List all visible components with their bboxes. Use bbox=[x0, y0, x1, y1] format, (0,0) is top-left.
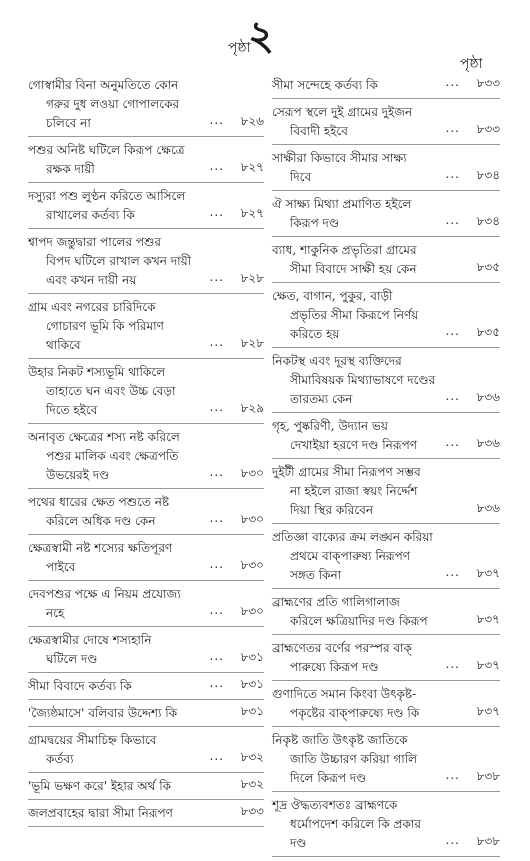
entry-text-line: প্রতিজ্ঞা বাক্যের ক্রম লঙ্ঘন করিয়া bbox=[272, 530, 433, 544]
entry-text-line: রক্ষক দায়ী bbox=[46, 162, 95, 176]
entry-text-line: পশুর অনিষ্ট ঘটিলে কিরূপ ক্ষেত্রে bbox=[28, 143, 185, 157]
entry-text-line: করিলে অধিক দণ্ড কেন bbox=[46, 514, 156, 528]
entry-text-line: শূদ্র ঔদ্ধত্যবশতঃ ব্রাহ্মণকে bbox=[272, 798, 398, 812]
leader-dots: ... bbox=[209, 113, 224, 127]
index-entry bbox=[272, 195, 500, 237]
entry-text-line: শ্বাপদ জন্তুদ্বারা পালের পশুর bbox=[28, 235, 161, 249]
entry-text-line: ক্ষেত্রস্বামী নষ্ট শস্যের ক্ষতিপূরণ bbox=[28, 541, 173, 555]
index-entry bbox=[28, 233, 264, 294]
entry-text-line: পশুর মালিক এবং ক্ষেত্রপতি bbox=[46, 449, 179, 463]
index-entry bbox=[272, 103, 500, 145]
page-reference: ৮৩৬ bbox=[476, 436, 500, 450]
entry-text-line: কিরূপ দণ্ড bbox=[290, 216, 340, 230]
entry-text-line: ক্ষেত, বাগান, পুকুর, বাড়ী bbox=[272, 289, 393, 303]
leader-dots: ... bbox=[209, 749, 224, 763]
page-reference: ৮৩৩ bbox=[476, 76, 500, 90]
entry-text-line: তারতম্য কেন bbox=[290, 392, 353, 406]
entry-text-line: ক্ষেত্রস্বামীর দোষে শস্যহানি bbox=[28, 633, 152, 647]
entry-text-line: বিবাদী হইবে bbox=[290, 124, 348, 138]
page-reference: ৮৩৭ bbox=[476, 658, 500, 672]
page-label-left: পৃষ্ঠা bbox=[228, 40, 251, 56]
page-reference: ৮৩৭ bbox=[476, 566, 500, 580]
page-reference: ৮৩১ bbox=[240, 650, 264, 664]
entry-text-line: জলপ্রবাহের দ্বারা সীমা নিরূপণ bbox=[28, 806, 173, 820]
leader-dots: ... bbox=[209, 676, 224, 690]
entry-text-line: ঘটিলে দণ্ড bbox=[46, 652, 98, 666]
entry-text-line: দেখাইয়া হরণে দণ্ড নিরূপণ bbox=[290, 438, 417, 452]
page-reference: ৮৩০ bbox=[240, 604, 264, 618]
entry-text-line: পারুষ্যে কিরূপ দণ্ড bbox=[290, 660, 379, 674]
index-entry bbox=[28, 539, 264, 581]
entry-text-line: সেরূপ স্থলে দুই গ্রামের দুইজন bbox=[272, 105, 413, 119]
page-reference: ৮৩৫ bbox=[476, 260, 500, 274]
entry-text-line: অনাবৃত ক্ষেত্রের শস্য নষ্ট করিলে bbox=[28, 430, 180, 444]
leader-dots: ... bbox=[445, 435, 460, 449]
page-reference: ৮৩১ bbox=[240, 704, 264, 718]
entry-text-line: ব্যাধ, শাকুনিক প্রভৃতিরা গ্রামের bbox=[272, 243, 417, 257]
entry-text-line: গ্রাম এবং নগরের চারিদিকে bbox=[28, 300, 156, 314]
entry-text-line: করিতে হয় bbox=[290, 327, 340, 341]
entry-text-line: ব্রাহ্মণেতর বর্ণের পরস্পর বাক্ bbox=[272, 641, 412, 655]
leader-dots: ... bbox=[209, 335, 224, 349]
entry-text-line: উহার নিকট শস্যভূমি থাকিলে bbox=[28, 365, 166, 379]
entry-text-line: ধর্মোপদেশ করিলে কি প্রকার bbox=[290, 817, 421, 831]
index-entry bbox=[28, 298, 264, 359]
index-entry bbox=[272, 149, 500, 191]
index-entry bbox=[272, 731, 500, 792]
index-entry bbox=[272, 76, 500, 99]
page-reference: ৮২৮ bbox=[240, 336, 264, 350]
leader-dots: ... bbox=[209, 511, 224, 525]
entry-text-line: দণ্ড bbox=[290, 836, 307, 850]
index-entry bbox=[28, 363, 264, 424]
leader-dots: ... bbox=[445, 167, 460, 181]
index-entry bbox=[272, 528, 500, 589]
entry-text-line: উভয়েরই দণ্ড bbox=[46, 468, 110, 482]
entry-text-line: পাইবে bbox=[46, 560, 76, 574]
entry-text-line: দস্যুরা পশু লুণ্ঠন করিতে আসিলে bbox=[28, 189, 186, 203]
leader-dots: ... bbox=[445, 213, 460, 227]
entry-text-line: দিয়া স্থির করিবেন bbox=[290, 503, 373, 517]
index-entry bbox=[28, 804, 264, 827]
index-entry bbox=[28, 428, 264, 489]
entry-text-line: দেবপশুর পক্ষে এ নিয়ম প্রযোজ্য bbox=[28, 587, 181, 601]
entry-text-line: চলিবে না bbox=[46, 116, 91, 130]
index-entry bbox=[272, 241, 500, 283]
entry-text-line: প্রথমে বাক্পারুষ্য নিরূপণ bbox=[290, 549, 411, 563]
entry-text-line: গুণাদিতে সমান কিংবা উৎকৃষ্ট- bbox=[272, 687, 417, 701]
entry-text-line: না হইলে রাজা স্বয়ং নির্দ্দেশ bbox=[290, 484, 418, 498]
page-label-right: পৃষ্ঠা bbox=[460, 56, 483, 72]
index-entry bbox=[28, 704, 264, 727]
entry-text-line: 'ভূমি ভক্ষণ করে' ইহার অর্থ কি bbox=[28, 779, 172, 793]
page-reference: ৮৩০ bbox=[240, 558, 264, 572]
page-reference: ৮৩২ bbox=[240, 777, 264, 791]
page-reference: ৮৩৮ bbox=[476, 834, 500, 848]
page-reference: ৮৩৫ bbox=[476, 325, 500, 339]
leader-dots: ... bbox=[445, 768, 460, 782]
leader-dots: ... bbox=[209, 159, 224, 173]
leader-dots: ... bbox=[209, 270, 224, 284]
entry-text-line: গ্রামদ্বয়ের সীমাচিহ্ন কিভাবে bbox=[28, 733, 157, 747]
leader-dots: ... bbox=[445, 389, 460, 403]
page-reference: ৮৩৮ bbox=[476, 769, 500, 783]
entry-text-line: তাহাতে ঘন এবং উচ্চ বেড়া bbox=[46, 384, 176, 398]
entry-text-line: প্রভৃতির সীমা কিরূপে নির্ণয় bbox=[290, 308, 419, 322]
entry-text-line: পথের ধারের ক্ষেত পশুতে নষ্ট bbox=[28, 495, 170, 509]
page-reference: ৮২৭ bbox=[240, 160, 264, 174]
entry-text-line: গোচারণ ভূমি কি পরিমাণ bbox=[46, 319, 164, 333]
page-reference: ৮৩০ bbox=[240, 466, 264, 480]
entry-text-line: নিকটস্থ এবং দূরস্থ ব্যক্তিদের bbox=[272, 354, 402, 368]
leader-dots: ... bbox=[445, 324, 460, 338]
index-entry bbox=[28, 677, 264, 700]
page-reference: ৮২৯ bbox=[240, 401, 264, 415]
index-entry bbox=[28, 76, 264, 137]
leader-dots: ... bbox=[209, 649, 224, 663]
leader-dots: ... bbox=[209, 603, 224, 617]
entry-text-line: দুইটী গ্রামের সীমা নিরূপণ সম্ভব bbox=[272, 465, 421, 479]
page-reference: ৮৩০ bbox=[240, 512, 264, 526]
index-entry bbox=[28, 731, 264, 773]
page-reference: ৮৩৩ bbox=[240, 804, 264, 818]
index-entry bbox=[28, 777, 264, 800]
entry-text-line: গোস্বামীর বিনা অনুমতিতে কোন bbox=[28, 78, 179, 92]
entry-text-line: ঐ সাক্ষ্য মিথ্যা প্রমাণিত হইলে bbox=[272, 197, 412, 211]
index-column-left bbox=[28, 76, 264, 831]
index-entry bbox=[272, 685, 500, 727]
entry-text-line: গরুর দুধ লওয়া গোপালকের bbox=[46, 97, 180, 111]
index-entry bbox=[28, 585, 264, 627]
entry-text-line: পকৃষ্টের বাক্পারুষ্যে দণ্ড কি bbox=[290, 706, 420, 720]
entry-text-line: সীমা বিবাদে কর্তব্য কি bbox=[28, 679, 132, 693]
page-reference: ৮২৭ bbox=[240, 206, 264, 220]
index-entry bbox=[28, 187, 264, 229]
page-reference: ৮৩৪ bbox=[476, 168, 500, 182]
index-entry bbox=[272, 417, 500, 459]
entry-text-line: দিতে হইবে bbox=[46, 403, 98, 417]
index-entry bbox=[272, 593, 500, 635]
entry-text-line: নহে bbox=[46, 606, 65, 620]
index-entry bbox=[272, 287, 500, 348]
leader-dots: ... bbox=[445, 565, 460, 579]
leader-dots: ... bbox=[209, 557, 224, 571]
index-entry bbox=[272, 463, 500, 524]
index-column-right bbox=[272, 76, 500, 861]
entry-text-line: রাখালের কর্তব্য কি bbox=[46, 208, 135, 222]
index-entry bbox=[272, 352, 500, 413]
entry-text-line: থাকিবে bbox=[46, 338, 81, 352]
entry-text-line: জাতি উচ্চারণ করিয়া গালি bbox=[290, 752, 418, 766]
leader-dots: ... bbox=[445, 657, 460, 671]
index-entry bbox=[28, 631, 264, 673]
page-number: ২ bbox=[248, 12, 275, 59]
page-reference: ৮২৬ bbox=[240, 114, 264, 128]
leader-dots: ... bbox=[209, 400, 224, 414]
leader-dots: ... bbox=[445, 75, 460, 89]
leader-dots: ... bbox=[209, 205, 224, 219]
entry-text-line: দিবে bbox=[290, 170, 312, 184]
index-entry bbox=[28, 141, 264, 183]
entry-text-line: এবং কখন দায়ী নয় bbox=[46, 273, 137, 287]
page-reference: ৮৩১ bbox=[240, 677, 264, 691]
leader-dots: ... bbox=[209, 465, 224, 479]
page-reference: ৮২৮ bbox=[240, 271, 264, 285]
entry-text-line: সীমা সন্দেহে কর্তব্য কি bbox=[272, 78, 378, 92]
entry-text-line: কর্তব্য bbox=[46, 752, 74, 766]
index-entry bbox=[272, 796, 500, 857]
page-reference: ৮৩২ bbox=[240, 750, 264, 764]
entry-text-line: গৃহ, পুষ্করিণী, উদ্যান ভয় bbox=[272, 419, 388, 433]
leader-dots: ... bbox=[445, 121, 460, 135]
entry-text-line: সীমা বিবাদে সাক্ষী হয় কেন bbox=[290, 262, 417, 276]
entry-text-line: নিকৃষ্ট জাতি উৎকৃষ্ট জাতিকে bbox=[272, 733, 408, 747]
leader-dots: ... bbox=[445, 833, 460, 847]
page-reference: ৮৩৭ bbox=[476, 704, 500, 718]
page-reference: ৮৩৪ bbox=[476, 214, 500, 228]
entry-text-line: সাক্ষীরা কিভাবে সীমার সাক্ষ্য bbox=[272, 151, 407, 165]
entry-text-line: সীমাবিষয়ক মিথ্যাভাষণে দণ্ডের bbox=[290, 373, 436, 387]
page-reference: ৮৩৬ bbox=[476, 501, 500, 515]
index-entry bbox=[272, 639, 500, 681]
entry-text-line: দিলে কিরূপ দণ্ড bbox=[290, 771, 367, 785]
page-reference: ৮৩৩ bbox=[476, 122, 500, 136]
index-entry bbox=[28, 493, 264, 535]
entry-text-line: সঙ্গত কিনা bbox=[290, 568, 342, 582]
entry-text-line: 'জ্যৈষ্ঠমাসে' বলিবার উদ্দেশ্য কি bbox=[28, 706, 178, 720]
page-reference: ৮৩৬ bbox=[476, 390, 500, 404]
entry-text-line: ব্রাহ্মণের প্রতি গালিগালাজ bbox=[272, 595, 400, 609]
entry-text-line: করিলে ক্ষত্রিয়াদির দণ্ড কিরূপ bbox=[290, 614, 428, 628]
page-reference: ৮৩৭ bbox=[476, 612, 500, 626]
entry-text-line: বিপদ ঘটিলে রাখাল কখন দায়ী bbox=[46, 254, 192, 268]
